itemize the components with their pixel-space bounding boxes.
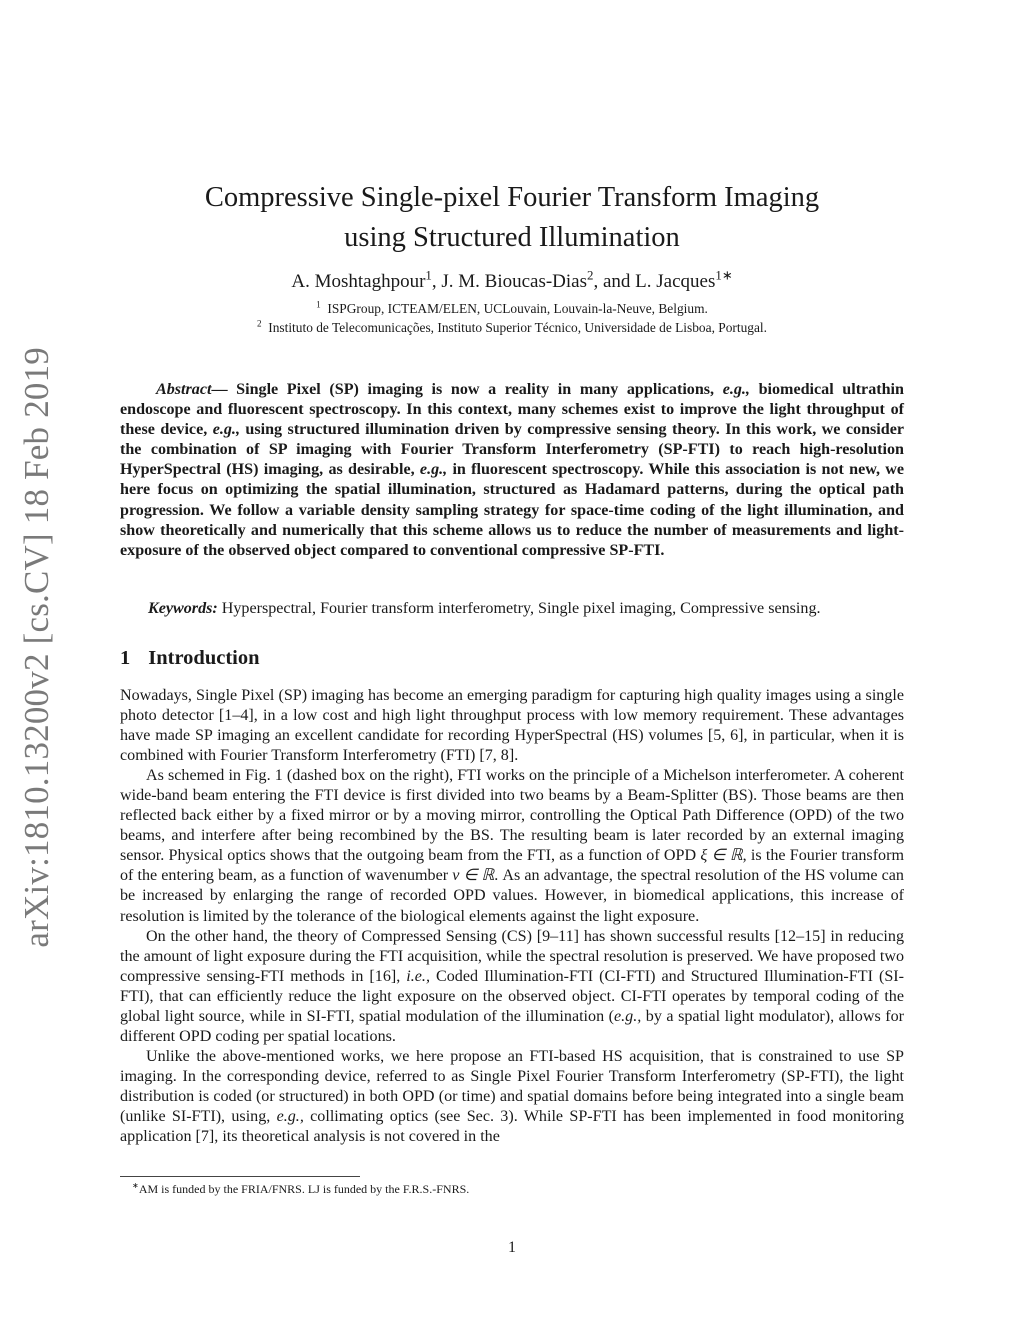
abstract-text-2: biomedical ultrathin endoscope and fluorescent spectroscopy. In this context, many schemes exist to improve the light throughput of these device, — [120, 381, 904, 439]
paragraph-4-eg: e.g., — [276, 1107, 304, 1125]
abstract-text-4: in fluorescent spectroscopy. While this association is not new, we here focus on optimizing the spatial illumination, structured as Hadamard patterns, during the optical path progression. We follow a variable density sampling strategy for space-time coding of the light illumination, and show theoretically and numerically that this scheme allows us to reduce the number of measurements and light-exposure of the observed object compared to conventional compressive SP-FTI. — [120, 461, 904, 559]
abstract-text-1: Single Pixel (SP) imaging is now a reality in many applications, — [227, 381, 723, 398]
paragraph-4 — [120, 1047, 904, 1147]
paragraph-4-text-b: collimating optics (see Sec. 3). While SP-FTI has been implemented in food monitoring application [7], its theoretical analysis is not covered in the — [120, 1107, 904, 1146]
footnote-text: AM is funded by the FRIA/FNRS. LJ is funded by the F.R.S.-FNRS. — [138, 1182, 470, 1196]
paragraph-3 — [120, 927, 904, 1047]
affiliation-2-text: Instituto de Telecomunicações, Instituto Superior Técnico, Universidade de Lisboa, Portugal. — [268, 320, 767, 335]
author-1: A. Moshtaghpour — [291, 271, 426, 292]
paragraph-3-text-b: Coded Illumination-FTI (CI-FTI) and Structured Illumination-FTI (SI-FTI), that can efficiently reduce the light exposure on the observed object. CI-FTI operates by temporal coding of the global light source, while in SI-FTI, spatial modulation of the illumination ( — [120, 967, 904, 1025]
paragraph-1: Nowadays, Single Pixel (SP) imaging has become an emerging paradigm for capturing high quality images using a single photo detector [1–4], in a low cost and high light throughput process with low memory requirement. These advantages have made SP imaging an excellent candidate for recording HyperSpectral (HS) volumes [5, 6], in particular, when it is combined with Fourier Transform Interferometry (FTI) [7, 8]. — [120, 687, 904, 765]
affiliation-1-mark: 1 — [316, 299, 321, 310]
author-list — [140, 267, 884, 293]
author-3-affil-mark: 1∗ — [715, 267, 733, 283]
section-heading-introduction — [120, 647, 260, 670]
author-2: , J. M. Bioucas-Dias — [431, 271, 588, 292]
abstract-label: Abstract — [156, 381, 212, 398]
footnote — [120, 1182, 904, 1197]
section-number: 1 — [120, 647, 131, 669]
abstract-eg-2: e.g., — [212, 421, 240, 439]
paragraph-2-text-a: As schemed in Fig. 1 (dashed box on the right), FTI works on the principle of a Michelson interferometer. A coherent wide-band beam entering the FTI device is first divided into two beams by a Beam-Splitter (BS). Those beams are then reflected back either by a fixed mirror or by a moving mirror, controlling the Optical Path Difference (OPD) of the two beams, and interfere after being recombined by the BS. The resulting beam is later recorded by an external imaging sensor. Physical optics shows that the outgoing beam from the FTI, as a function of OPD — [120, 767, 904, 865]
paragraph-3-text-c: by a spatial light modulator), allows for different OPD coding per spatial locations. — [120, 1007, 904, 1045]
affiliation-2 — [100, 320, 924, 336]
introduction-body — [120, 686, 904, 1147]
paragraph-3-eg: e.g., — [614, 1007, 642, 1025]
footnote-mark: ∗ — [132, 1181, 139, 1190]
keywords — [120, 599, 904, 619]
affiliation-1 — [100, 301, 924, 317]
keywords-label: Keywords: — [148, 600, 218, 617]
author-3: , and L. Jacques — [593, 271, 716, 292]
affiliation-1-text: ISPGroup, ICTEAM/ELEN, UCLouvain, Louvain-la-Neuve, Belgium. — [327, 301, 708, 316]
arxiv-sidebar-stamp — [14, 346, 60, 948]
author-1-affil-mark: 1 — [425, 267, 432, 283]
title-line-1: Compressive Single-pixel Fourier Transform Imaging — [204, 182, 820, 213]
affiliation-2-mark: 2 — [256, 318, 262, 329]
page-number: 1 — [508, 1239, 516, 1256]
abstract: Abstract— Single Pixel (SP) imaging is now a reality in many applications, e.g., biomedical ultrathin endoscope and fluorescent spectroscopy. In this context, many schemes exist to improve the light throughput of these device, e.g., using structured illumination driven by compressive sensing theory. In this work, we consider the combination of SP imaging with Fourier Transform Interferometry (SP-FTI) to reach high-resolution HyperSpectral (HS) imaging, as desirable, e.g., in fluorescent spectroscopy. While this association is not new, we here focus on optimizing the spatial illumination, structured as Hadamard patterns, during the optical path progression. We follow a variable density sampling strategy for space-time coding of the light illumination, and show theoretically and numerically that this scheme allows us to reduce the number of measurements and light-exposure of the observed object compared to conventional compressive SP-FTI. — [120, 381, 905, 559]
keywords-text: Hyperspectral, Fourier transform interferometry, Single pixel imaging, Compressive sensing. — [217, 600, 821, 617]
paragraph-2-text-b: , is the Fourier transform of the entering beam, as a function of wavenumber — [120, 847, 904, 885]
paragraph-2-text-c: . As an advantage, the spectral resolution of the HS volume can be increased by enlarging the range of recorded OPD values. However, in biomedical applications, this increase of resolution is limited by the tolerance of the biological elements against the light exposure. — [120, 867, 904, 925]
paragraph-3-ie: i.e., — [406, 967, 430, 985]
paper-title — [140, 178, 884, 258]
section-title: Introduction — [148, 647, 260, 669]
abstract-eg-3: e.g., — [419, 461, 448, 479]
math-xi-in-reals: ξ ∈ ℝ — [700, 847, 743, 865]
paragraph-3-text-a: On the other hand, the theory of Compressed Sensing (CS) [9–11] has shown successful results [12–15] in reducing the amount of light exposure during the FTI acquisition, while the spectral resolution is preserved. We have proposed two compressive sensing-FTI methods in [16], — [120, 927, 904, 985]
abstract-text-3: using structured illumination driven by compressive sensing theory. In this work, we consider the combination of SP imaging with Fourier Transform Interferometry (SP-FTI) to reach high-resolution HyperSpectral (HS) imaging, as desirable, — [120, 421, 905, 479]
math-nu-in-reals: ν ∈ ℝ — [452, 867, 495, 885]
footnote-rule — [120, 1176, 360, 1177]
paragraph-2 — [120, 766, 904, 926]
paragraph-4-text-a: Unlike the above-mentioned works, we here propose an FTI-based HS acquisition, that is constrained to use SP imaging. In the corresponding device, referred to as Single Pixel Fourier Transform Interferometry (SP-FTI), the light distribution is coded (or structured) in both OPD (or time) and spatial domains before being integrated into a single beam (unlike SI-FTI), using, — [120, 1047, 904, 1125]
title-line-2: using Structured Illumination — [344, 222, 680, 253]
author-2-affil-mark: 2 — [587, 267, 594, 283]
abstract-eg-1: e.g., — [722, 381, 750, 398]
arxiv-id: arXiv:1810.13200v2 [cs.CV] 18 Feb 2019 — [17, 346, 56, 948]
